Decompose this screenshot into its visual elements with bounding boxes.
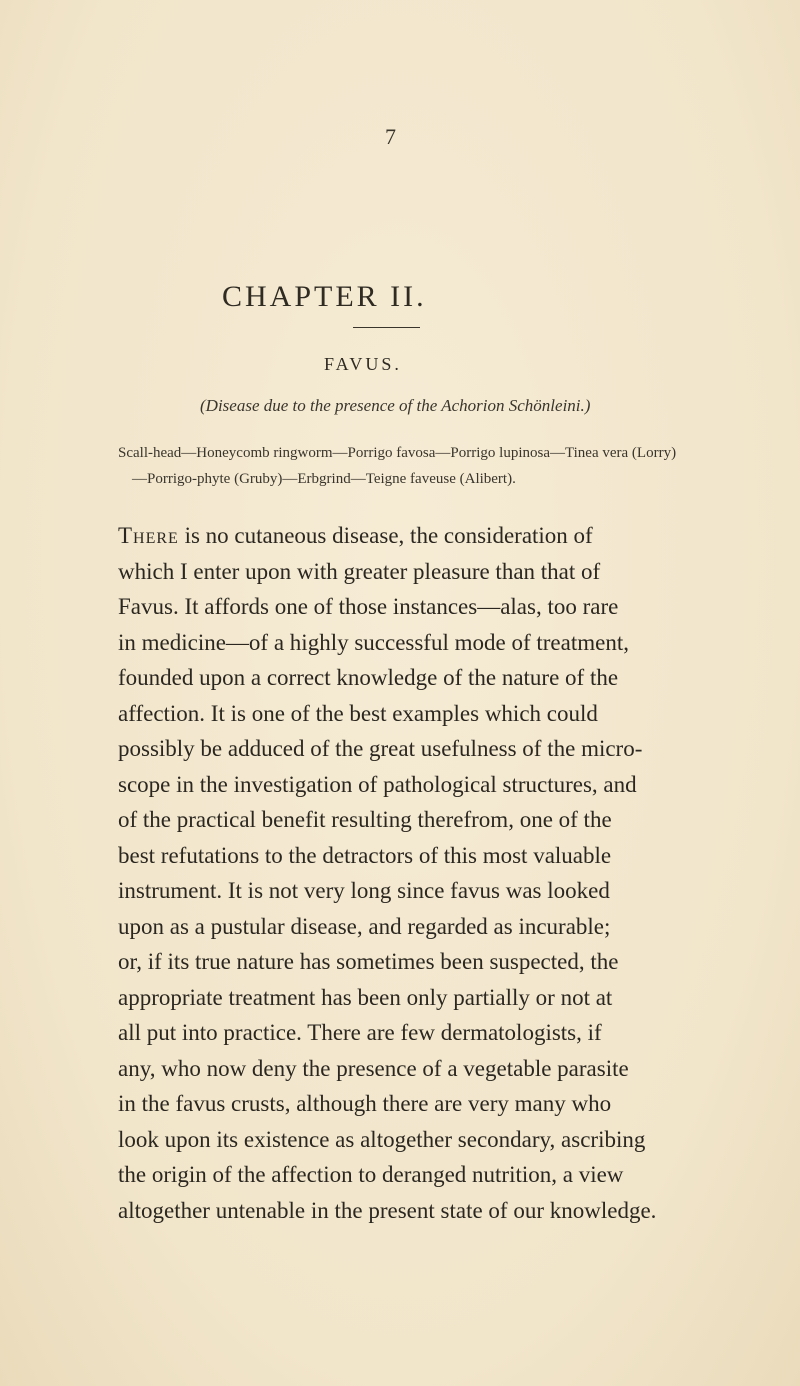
synonyms-line: —Porrigo-phyte (Gruby)—Erbgrind—Teigne faveuse (Alibert). <box>132 471 516 487</box>
synonyms-block <box>118 440 718 492</box>
paragraph-line: all put into practice. There are few dermatologists, if <box>118 1020 602 1045</box>
paragraph-line: the origin of the affection to deranged nutrition, a view <box>118 1162 624 1187</box>
paragraph-line: appropriate treatment has been only partially or not at <box>118 984 613 1010</box>
paragraph-line <box>118 518 698 554</box>
section-subtitle: (Disease due to the presence of the Achorion Schönleini.) <box>200 396 591 415</box>
paragraph-line: or, if its true nature has sometimes been suspected, the <box>118 949 619 974</box>
lead-word: There <box>118 523 179 548</box>
synonyms-line: Scall-head—Honeycomb ringworm—Porrigo favosa—Porrigo lupinosa—Tinea vera (Lorry) <box>118 445 677 461</box>
chapter-heading: CHAPTER II. <box>222 280 427 313</box>
paragraph-line: of the practical benefit resulting therefrom, one of the <box>118 807 612 832</box>
paragraph-line: altogether untenable in the present state of our knowledge. <box>118 1197 657 1223</box>
body-paragraph <box>118 518 698 1228</box>
paragraph-line: upon as a pustular disease, and regarded as incurable; <box>118 913 611 939</box>
paragraph-line: look upon its existence as altogether secondary, ascribing <box>118 1126 646 1152</box>
paragraph-line: instrument. It is not very long since favus was looked <box>118 878 610 903</box>
heading-divider <box>353 327 420 328</box>
paragraph-line: scope in the investigation of pathological structures, and <box>118 771 637 797</box>
paragraph-line: founded upon a correct knowledge of the nature of the <box>118 665 619 690</box>
page-number: 7 <box>385 124 396 149</box>
paragraph-line: affection. It is one of the best examples which could <box>118 700 598 726</box>
paragraph-line: possibly be adduced of the great usefulness of the micro- <box>118 736 643 761</box>
paragraph-line: any, who now deny the presence of a vegetable parasite <box>118 1055 629 1081</box>
paragraph-line: Favus. It affords one of those instances—alas, too rare <box>118 594 619 619</box>
paragraph-line: in the favus crusts, although there are very many who <box>118 1091 612 1116</box>
first-line-text: is no cutaneous disease, the consideration of <box>178 523 593 548</box>
paragraph-line: best refutations to the detractors of this most valuable <box>118 842 612 868</box>
paragraph-line: in medicine—of a highly successful mode of treatment, <box>118 629 629 655</box>
paragraph-line: which I enter upon with greater pleasure than that of <box>118 558 601 584</box>
section-title: FAVUS. <box>324 354 402 374</box>
